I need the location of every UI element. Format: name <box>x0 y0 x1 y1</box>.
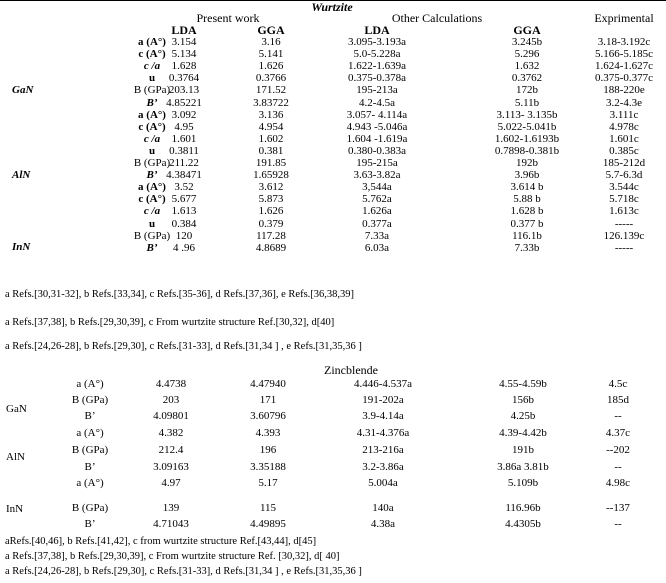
wz-experimental-cell: ----- <box>614 217 634 230</box>
zb-param-cell: a (A°) <box>76 427 104 439</box>
wz-param-cell: c (A°) <box>138 120 166 133</box>
wurtzite-title: Wurtzite <box>311 0 353 14</box>
wz-other-lda-cell: 6.03a <box>364 241 390 254</box>
wz-other-gga-cell: 1.632 <box>514 60 540 73</box>
wz-gga-cell: 0.3766 <box>255 72 287 85</box>
wz-other-lda-cell: 195-215a <box>356 157 398 169</box>
zb-other-gga-cell: 4.4305b <box>505 518 541 530</box>
wz-experimental-cell: 3.2-4.3e <box>605 96 643 109</box>
zb-lda-cell: 139 <box>162 502 180 514</box>
zb-gga-cell: 171 <box>259 394 277 406</box>
wz-gga-cell: 3.136 <box>258 108 284 121</box>
zb-experimental-cell: 185d <box>607 394 629 406</box>
wz-experimental-cell: 1.624-1.627c <box>594 60 654 73</box>
zb-param-cell: B (GPa) <box>71 394 109 406</box>
wz-lda-cell: 0.3811 <box>169 144 199 157</box>
wz-other-lda-cell: 5.0-5.228a <box>353 48 401 61</box>
wz-gga-cell: 3.16 <box>261 36 281 48</box>
wz-experimental-cell: 3.544c <box>609 181 639 194</box>
wz-other-gga-cell: 192b <box>516 157 538 169</box>
wz-param-cell: c (A°) <box>138 48 166 61</box>
zb-other-gga-cell: 4.55-4.59b <box>499 378 547 390</box>
wz-other-lda-cell: 4.2-4.5a <box>358 96 396 109</box>
zb-experimental-cell: 4.37c <box>605 427 631 439</box>
wz-lda-cell: 4.95 <box>174 120 194 133</box>
wz-experimental-cell: 5.166-5.185c <box>594 48 654 61</box>
wz-other-gga-cell: 116.1b <box>512 229 542 242</box>
zb-other-gga-cell: 116.96b <box>505 502 541 514</box>
wz-other-lda-cell: 3.63-3.82a <box>353 169 401 182</box>
zb-other-lda-cell: 4.446-4.537a <box>353 378 413 390</box>
wz-experimental-cell: 5.718c <box>609 193 639 206</box>
wz-gga-cell: 3.612 <box>258 181 284 194</box>
wz-footnote: a Refs.[37,38], b Refs.[29,30,39], c From wurtzite structure Ref.[30,32], d[40] <box>5 317 335 328</box>
wz-param-cell: c /a <box>143 60 161 73</box>
zb-gga-cell: 4.47940 <box>250 378 286 390</box>
wz-other-lda-cell: 3.095-3.193a <box>347 36 407 48</box>
zb-gga-cell: 4.49895 <box>250 518 286 530</box>
zb-lda-cell: 4.09801 <box>153 410 189 422</box>
header-present-work: Present work <box>196 11 260 25</box>
zb-other-gga-cell: 3.86a 3.81b <box>497 461 549 473</box>
wz-gga-cell: 4.954 <box>258 120 284 133</box>
wz-gga-cell: 3.83722 <box>253 96 289 109</box>
wz-gga-cell: 5.141 <box>258 48 284 61</box>
wz-lda-cell: 5.677 <box>171 193 197 206</box>
wz-lda-cell: 5.134 <box>171 48 197 61</box>
wz-param-cell: B (GPa) <box>133 229 171 242</box>
wz-lda-cell: 0.384 <box>171 217 197 230</box>
zb-material-label: GaN <box>6 403 27 415</box>
wz-other-gga-cell: 172b <box>516 84 538 97</box>
zb-lda-cell: 3.09163 <box>153 461 189 473</box>
header-other-calculations: Other Calculations <box>391 11 483 25</box>
wz-other-lda-cell: 3,544a <box>362 181 392 194</box>
zb-param-cell: B (GPa) <box>71 444 109 456</box>
wz-gga-cell: 1.626 <box>258 205 284 218</box>
wz-param-cell: a (A°) <box>138 36 166 48</box>
wz-experimental-cell: 188-220e <box>603 84 645 97</box>
wz-other-gga-cell: 5.11b <box>514 96 540 109</box>
wz-gga-cell: 117.28 <box>256 229 286 242</box>
wz-other-gga-cell: 1.628 b <box>510 205 544 218</box>
wz-other-gga-cell: 3.96b <box>514 169 540 182</box>
wz-param-cell: B (GPa) <box>133 157 171 169</box>
wz-experimental-cell: 185-212d <box>602 157 646 169</box>
wz-gga-cell: 171.52 <box>255 84 287 97</box>
zb-gga-cell: 4.393 <box>255 427 281 439</box>
zb-lda-cell: 4.382 <box>158 427 184 439</box>
wz-experimental-cell: 1.613c <box>609 205 639 218</box>
wz-other-gga-cell: 5.022-5.041b <box>497 120 557 133</box>
wz-lda-cell: 4.38471 <box>166 169 202 182</box>
wz-lda-cell: 120 <box>175 229 193 242</box>
wz-lda-cell: 1.628 <box>171 60 197 73</box>
zb-param-cell: B (GPa) <box>71 502 109 514</box>
wz-param-cell: B (GPa) <box>133 84 171 97</box>
wz-lda-cell: 1.613 <box>171 205 197 218</box>
wz-lda-cell: 4.85221 <box>166 96 202 109</box>
wz-param-cell: B’ <box>146 96 158 109</box>
zb-experimental-cell: -- <box>614 461 622 473</box>
wz-other-lda-cell: 1.604 -1.619a <box>346 132 408 145</box>
wz-other-gga-cell: 5.296 <box>514 48 540 61</box>
zb-footnote: aRefs.[40,46], b Refs.[41,42], c from wurtzite structure Ref.[43,44], d[45] <box>5 536 317 547</box>
zb-gga-cell: 3.35188 <box>250 461 286 473</box>
wz-param-cell: u <box>148 217 156 230</box>
wz-other-gga-cell: 3.614 b <box>510 181 544 194</box>
wz-other-gga-cell: 3.113- 3.135b <box>496 108 558 121</box>
zb-other-lda-cell: 4.38a <box>370 518 396 530</box>
zb-gga-cell: 196 <box>259 444 277 456</box>
wz-other-gga-cell: 3.245b <box>511 36 543 48</box>
zb-footnote: a Refs.[24,26-28], b Refs.[29,30], c Refs.[31-33], d Refs.[31,34 ] , e Refs.[31,35,36 ] <box>5 566 362 577</box>
zb-param-cell: a (A°) <box>76 477 104 489</box>
wz-gga-cell: 0.381 <box>258 144 284 157</box>
zb-other-lda-cell: 140a <box>372 502 394 514</box>
wz-gga-cell: 5.873 <box>258 193 284 206</box>
zb-other-gga-cell: 4.39-4.42b <box>499 427 547 439</box>
wz-other-lda-cell: 3.057- 4.114a <box>346 108 408 121</box>
wz-other-gga-cell: 1.602-1.6193b <box>494 132 560 145</box>
wz-other-lda-cell: 195-213a <box>356 84 398 97</box>
wz-gga-cell: 0.379 <box>258 217 284 230</box>
wz-lda-cell: 3.092 <box>171 108 197 121</box>
wz-material-label: AlN <box>12 169 31 181</box>
wz-experimental-cell: ----- <box>614 241 634 254</box>
wz-param-cell: a (A°) <box>138 108 166 121</box>
wz-other-lda-cell: 0.380-0.383a <box>347 144 407 157</box>
wz-param-cell: B’ <box>146 169 158 182</box>
wz-other-lda-cell: 1.626a <box>362 205 392 218</box>
wz-other-lda-cell: 1.622-1.639a <box>347 60 407 73</box>
zb-footnote: a Refs.[37,38], b Refs.[29,30,39], c From wurtzite structure Ref. [30,32], d[ 40] <box>5 551 340 562</box>
wz-lda-cell: 3.154 <box>171 36 197 48</box>
zb-other-gga-cell: 4.25b <box>510 410 536 422</box>
header-lda: LDA <box>171 23 197 37</box>
zincblende-title: Zincblende <box>324 363 378 377</box>
wz-experimental-cell: 0.385c <box>609 144 639 157</box>
zb-experimental-cell: --202 <box>606 444 630 456</box>
wz-footnote: a Refs.[30,31-32], b Refs.[33,34], c Refs.[35-36], d Refs.[37,36], e Refs.[36,38,39] <box>5 289 355 300</box>
wz-other-lda-cell: 0.377a <box>362 217 392 230</box>
zb-experimental-cell: --137 <box>606 502 630 514</box>
wz-lda-cell: 0.3764 <box>168 72 200 85</box>
zb-other-lda-cell: 3.2-3.86a <box>362 461 404 473</box>
header-experimental: Exprimental <box>594 11 654 25</box>
wz-other-gga-cell: 0.7898-0.381b <box>494 144 560 157</box>
zb-other-lda-cell: 191-202a <box>362 394 404 406</box>
wz-experimental-cell: 3.18-3.192c <box>597 36 651 48</box>
wz-lda-cell: 211.22 <box>169 157 199 169</box>
wz-other-gga-cell: 5.88 b <box>513 193 541 206</box>
wz-lda-cell: 4 .96 <box>173 241 195 254</box>
zb-lda-cell: 4.97 <box>161 477 181 489</box>
wz-experimental-cell: 126.139c <box>603 229 645 242</box>
zb-gga-cell: 3.60796 <box>250 410 286 422</box>
zb-other-gga-cell: 191b <box>512 444 534 456</box>
zb-other-lda-cell: 4.31-4.376a <box>356 427 410 439</box>
wz-other-lda-cell: 0.375-0.378a <box>347 72 407 85</box>
wz-other-lda-cell: 4.943 -5.046a <box>346 120 408 133</box>
wz-experimental-cell: 1.601c <box>609 132 639 145</box>
wz-experimental-cell: 0.375-0.377c <box>594 72 654 85</box>
zb-param-cell: B’ <box>84 518 96 530</box>
zb-lda-cell: 203 <box>162 394 180 406</box>
zb-other-lda-cell: 213-216a <box>362 444 404 456</box>
wz-param-cell: B’ <box>146 241 158 254</box>
zb-lda-cell: 4.4738 <box>155 378 187 390</box>
header-other-gga: GGA <box>513 23 541 37</box>
zb-gga-cell: 5.17 <box>258 477 278 489</box>
zb-other-gga-cell: 5.109b <box>507 477 539 489</box>
wz-material-label: InN <box>12 241 31 253</box>
wz-other-gga-cell: 0.3762 <box>511 72 543 85</box>
wz-gga-cell: 191.85 <box>255 157 287 169</box>
wz-other-lda-cell: 5.762a <box>362 193 392 206</box>
wz-experimental-cell: 5.7-6.3d <box>605 169 643 182</box>
wz-experimental-cell: 4.978c <box>609 120 639 133</box>
zb-other-gga-cell: 156b <box>512 394 534 406</box>
zb-experimental-cell: -- <box>614 410 622 422</box>
wz-param-cell: c /a <box>143 205 161 218</box>
wz-gga-cell: 1.65928 <box>253 169 289 182</box>
zb-param-cell: B’ <box>84 410 96 422</box>
wz-material-label: GaN <box>12 84 34 96</box>
wz-other-lda-cell: 7.33a <box>364 229 390 242</box>
wz-param-cell: u <box>148 144 156 157</box>
wz-param-cell: a (A°) <box>138 181 166 194</box>
wz-other-gga-cell: 0.377 b <box>510 217 544 230</box>
wz-lda-cell: 203.13 <box>168 84 200 97</box>
wz-experimental-cell: 3.111c <box>609 108 639 121</box>
wz-footnote: a Refs.[24,26-28], b Refs.[29,30], c Refs.[31-33], d Refs.[31,34 ] , e Refs.[31,35,36 ] <box>5 341 362 352</box>
zb-other-lda-cell: 5.004a <box>368 477 398 489</box>
zb-gga-cell: 115 <box>259 502 277 514</box>
zb-material-label: AlN <box>6 451 25 463</box>
zb-param-cell: B’ <box>84 461 96 473</box>
wz-param-cell: c (A°) <box>138 193 166 206</box>
zb-param-cell: a (A°) <box>76 378 104 390</box>
wz-lda-cell: 1.601 <box>171 132 197 145</box>
zb-experimental-cell: 4.5c <box>608 378 628 390</box>
zb-experimental-cell: -- <box>614 518 622 530</box>
zb-other-lda-cell: 3.9-4.14a <box>362 410 404 422</box>
wz-gga-cell: 1.626 <box>258 60 284 73</box>
wz-gga-cell: 1.602 <box>258 132 284 145</box>
wz-lda-cell: 3.52 <box>174 181 194 194</box>
zb-experimental-cell: 4.98c <box>605 477 631 489</box>
zb-material-label: InN <box>6 503 24 515</box>
wz-other-gga-cell: 7.33b <box>514 241 540 254</box>
header-gga: GGA <box>257 23 285 37</box>
header-other-lda: LDA <box>364 23 390 37</box>
wz-gga-cell: 4.8689 <box>255 241 287 254</box>
wz-param-cell: c /a <box>143 132 161 145</box>
zb-lda-cell: 4.71043 <box>153 518 189 530</box>
zb-lda-cell: 212.4 <box>158 444 184 456</box>
wz-param-cell: u <box>148 72 156 85</box>
